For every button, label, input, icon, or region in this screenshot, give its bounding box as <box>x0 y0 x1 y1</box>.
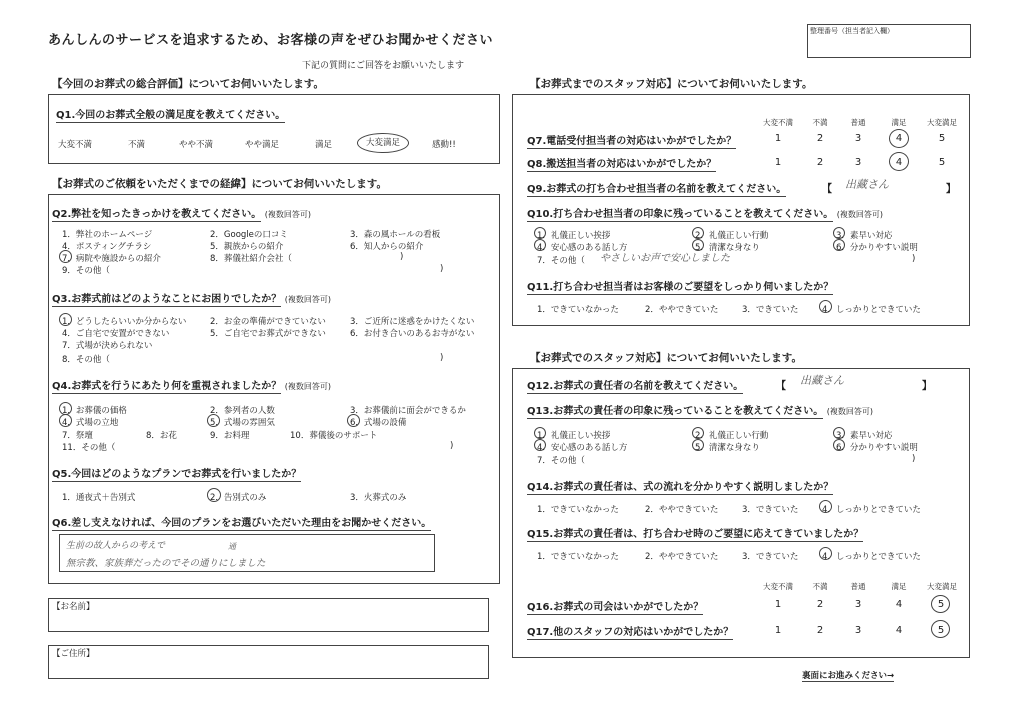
reference-number-box[interactable] <box>807 24 971 58</box>
scale-a-label-3: 普通 <box>850 118 866 127</box>
q10-option-4[interactable]: 4．安心感のある話し方 <box>537 243 628 253</box>
q6-question: Q6.差し支えなければ、今回のプランをお選びいただいた理由をお聞かせください。 <box>52 518 432 529</box>
q1-option-7[interactable]: 感動!! <box>432 140 456 150</box>
q3-option-6[interactable]: 6．お付き合いのあるお寺がない <box>350 329 475 339</box>
q15-option-4[interactable]: 4．しっかりとできていた <box>822 552 921 562</box>
scale-a-label-5: 大変満足 <box>927 118 957 127</box>
q10-note: (複数回答可) <box>836 210 883 219</box>
q7-question: Q7.電話受付担当者の対応はいかがでしたか？ <box>527 136 737 147</box>
page-subtitle: 下記の質問にご回答をお願いいたします <box>302 61 465 71</box>
q16-value-1[interactable]: 1 <box>774 599 782 610</box>
q14-option-2[interactable]: 2．ややできていた <box>645 505 719 515</box>
q17-value-1[interactable]: 1 <box>774 625 782 636</box>
q2-option-2[interactable]: 2．Googleの口コミ <box>210 230 288 240</box>
q12-question: Q12.お葬式の責任者の名前を教えてください。 <box>527 381 744 392</box>
q11-option-2[interactable]: 2．ややできていた <box>645 305 719 315</box>
q15-option-1[interactable]: 1．できていなかった <box>537 552 619 562</box>
q13-option-6[interactable]: 6．分かりやすい説明 <box>836 443 918 453</box>
q10-option-3[interactable]: 3．素早い対応 <box>836 231 893 241</box>
q4-option-8[interactable]: 8．お花 <box>146 431 177 441</box>
q1-option-3[interactable]: やや不満 <box>179 140 214 150</box>
q12-bracket-close: 】 <box>922 381 932 392</box>
section-overall-heading: 【今回のお葬式の総合評価】についてお伺いいたします。 <box>52 78 324 90</box>
q10-question: Q10.打ち合わせ担当者の印象に残っていることを教えてください。 <box>527 209 834 220</box>
q15-option-2[interactable]: 2．ややできていた <box>645 552 719 562</box>
section-pre-staff-heading: 【お葬式までのスタッフ対応】についてお伺いいたします。 <box>530 78 813 90</box>
q4-option-11-close: ) <box>450 441 454 451</box>
section-background-heading: 【お葬式のご依頼をいただくまでの経緯】についてお伺いいたします。 <box>52 178 387 190</box>
scale-b-label-3: 普通 <box>850 582 866 591</box>
q9-bracket-close: 】 <box>946 184 956 195</box>
q7-value-4[interactable]: 4 <box>895 133 903 144</box>
q16-value-3[interactable]: 3 <box>854 599 862 610</box>
address-field[interactable] <box>48 645 489 679</box>
q13-option-5[interactable]: 5．清潔な身なり <box>695 443 760 453</box>
q15-question: Q15.お葬式の責任者は、打ち合わせ時のご要望に応えてきていましたか？ <box>527 529 864 540</box>
q8-value-5[interactable]: 5 <box>938 157 946 168</box>
q10-option-2[interactable]: 2．礼儀正しい行動 <box>695 231 769 241</box>
q6-answer-box[interactable] <box>59 534 435 572</box>
q4-option-7[interactable]: 7．祭壇 <box>62 431 93 441</box>
q4-option-5[interactable]: 5．式場の雰囲気 <box>210 418 275 428</box>
q13-option-1[interactable]: 1．礼儀正しい挨拶 <box>537 431 611 441</box>
q13-option-7-close: ) <box>912 454 916 464</box>
q17-value-5[interactable]: 5 <box>937 625 945 636</box>
page-title: あんしんのサービスを追求するため、お客様の声をぜひお聞かせください <box>48 33 493 48</box>
q4-option-4[interactable]: 4．式場の立地 <box>62 418 119 428</box>
q3-option-7[interactable]: 7．式場が決められない <box>62 341 153 351</box>
q13-option-4[interactable]: 4．安心感のある話し方 <box>537 443 628 453</box>
q5-option-2[interactable]: 2．告別式のみ <box>210 493 267 503</box>
q16-value-2[interactable]: 2 <box>816 599 824 610</box>
q9-answer[interactable]: 出藏さん <box>845 178 889 191</box>
q4-option-10[interactable]: 10．葬儀後のサポート <box>290 431 378 441</box>
q14-question: Q14.お葬式の責任者は、式の流れを分かりやすく説明しましたか？ <box>527 482 834 493</box>
q11-option-3[interactable]: 3．できていた <box>742 305 799 315</box>
q4-note: (複数回答可) <box>284 382 331 391</box>
q14-option-1[interactable]: 1．できていなかった <box>537 505 619 515</box>
q13-note: (複数回答可) <box>826 407 873 416</box>
q6-answer-line1: 生前の故人からの考えで <box>66 541 166 551</box>
scale-b-label-4: 満足 <box>891 582 907 591</box>
q16-value-5[interactable]: 5 <box>937 599 945 610</box>
q17-value-4[interactable]: 4 <box>895 625 903 636</box>
q2-option-4[interactable]: 4．ポスティングチラシ <box>62 242 152 252</box>
q7-value-1[interactable]: 1 <box>774 133 782 144</box>
q2-option-9-close: ) <box>440 264 444 274</box>
q9-question: Q9.お葬式の打ち合わせ担当者の名前を教えてください。 <box>527 184 787 195</box>
q3-option-4[interactable]: 4．ご自宅で安置ができない <box>62 329 170 339</box>
q12-answer[interactable]: 出藏さん <box>800 374 844 387</box>
q4-option-2[interactable]: 2．参列者の人数 <box>210 406 275 416</box>
q17-value-3[interactable]: 3 <box>854 625 862 636</box>
q12-bracket-open: 【 <box>776 381 786 392</box>
q3-option-5[interactable]: 5．ご自宅でお葬式ができない <box>210 329 326 339</box>
q4-question: Q4.お葬式を行うにあたり何を重視されましたか？ <box>52 381 282 392</box>
q2-option-3[interactable]: 3．森の風ホールの看板 <box>350 230 441 240</box>
q2-option-9[interactable]: 9．その他（ <box>62 266 110 276</box>
q8-value-4[interactable]: 4 <box>895 157 903 168</box>
scale-a-label-4: 満足 <box>891 118 907 127</box>
q9-bracket-open: 【 <box>822 184 832 195</box>
q10-option-5[interactable]: 5．清潔な身なり <box>695 243 760 253</box>
q1-option-4[interactable]: やや満足 <box>245 140 280 150</box>
q13-option-7[interactable]: 7．その他（ <box>537 456 585 466</box>
q2-option-7[interactable]: 7．病院や施設からの紹介 <box>62 254 161 264</box>
q11-question: Q11.打ち合わせ担当者はお客様のご要望をしっかり伺いましたか？ <box>527 282 834 293</box>
q13-option-2[interactable]: 2．礼儀正しい行動 <box>695 431 769 441</box>
q8-value-3[interactable]: 3 <box>854 157 862 168</box>
q2-option-8[interactable]: 8．葬儀社紹介会社（ <box>210 254 292 264</box>
name-label: 【お名前】 <box>52 602 95 612</box>
q1-question: Q1.今回のお葬式全般の満足度を教えてください。 <box>56 110 286 121</box>
q1-option-2[interactable]: 不満 <box>128 140 146 150</box>
q5-option-1[interactable]: 1．通夜式＋告別式 <box>62 493 136 503</box>
address-label: 【ご住所】 <box>52 649 95 659</box>
q8-question: Q8.搬送担当者の対応はいかがでしたか？ <box>527 159 717 170</box>
q16-question: Q16.お葬式の司会はいかがでしたか？ <box>527 602 704 613</box>
q5-option-3[interactable]: 3．火葬式のみ <box>350 493 407 503</box>
q10-option-1[interactable]: 1．礼儀正しい挨拶 <box>537 231 611 241</box>
q8-value-2[interactable]: 2 <box>816 157 824 168</box>
q1-option-6[interactable]: 大変満足 <box>357 133 409 153</box>
q2-option-8-close: ) <box>400 252 404 262</box>
scale-b-label-5: 大変満足 <box>927 582 957 591</box>
section-funeral-staff-heading: 【お葬式でのスタッフ対応】についてお伺いいたします。 <box>530 352 802 364</box>
q10-option-6[interactable]: 6．分かりやすい説明 <box>836 243 918 253</box>
q2-question: Q2.弊社を知ったきっかけを教えてください。 <box>52 209 262 220</box>
q6-answer-insert: 通 <box>228 542 236 551</box>
scale-b-label-2: 不満 <box>812 582 828 591</box>
scale-a-label-2: 不満 <box>812 118 828 127</box>
q7-value-5[interactable]: 5 <box>938 133 946 144</box>
q6-answer-line2: 無宗教、家族葬だったのでその通りにしました <box>66 558 266 569</box>
q2-option-5[interactable]: 5．親族からの紹介 <box>210 242 284 252</box>
q4-option-3[interactable]: 3．お葬儀前に面会ができるか <box>350 406 466 416</box>
q3-option-1[interactable]: 1．どうしたらいいか分からない <box>62 317 187 327</box>
q2-note: (複数回答可) <box>264 210 311 219</box>
q10-option-7-close: ) <box>912 254 916 264</box>
section-overall-box <box>48 94 500 164</box>
q4-option-6[interactable]: 6．式場の設備 <box>350 418 407 428</box>
q1-option-5[interactable]: 満足 <box>315 140 333 150</box>
q17-value-2[interactable]: 2 <box>816 625 824 636</box>
q11-option-1[interactable]: 1．できていなかった <box>537 305 619 315</box>
q16-value-4[interactable]: 4 <box>895 599 903 610</box>
q10-option-7[interactable]: 7．その他（ <box>537 256 585 266</box>
q2-option-6[interactable]: 6．知人からの紹介 <box>350 242 424 252</box>
q4-option-9[interactable]: 9．お料理 <box>210 431 250 441</box>
q7-value-2[interactable]: 2 <box>816 133 824 144</box>
next-page-link[interactable]: 裏面にお進みください→ <box>802 671 895 681</box>
q14-option-3[interactable]: 3．できていた <box>742 505 799 515</box>
q17-question: Q17.他のスタッフの対応はいかがでしたか？ <box>527 627 734 638</box>
q4-option-1[interactable]: 1．お葬儀の価格 <box>62 406 127 416</box>
scale-a-label-1: 大変不満 <box>763 118 793 127</box>
q3-option-8-close: ) <box>440 353 444 363</box>
q2-option-1[interactable]: 1．弊社のホームページ <box>62 230 153 240</box>
q10-other-answer[interactable]: やさしいお声で安心しました <box>600 253 730 264</box>
q7-value-3[interactable]: 3 <box>854 133 862 144</box>
q14-option-4[interactable]: 4．しっかりとできていた <box>822 505 921 515</box>
q3-option-3[interactable]: 3．ご近所に迷惑をかけたくない <box>350 317 475 327</box>
q13-option-3[interactable]: 3．素早い対応 <box>836 431 893 441</box>
q3-note: (複数回答可) <box>284 295 331 304</box>
scale-b-label-1: 大変不満 <box>763 582 793 591</box>
q4-option-11[interactable]: 11．その他（ <box>62 443 116 453</box>
q15-option-3[interactable]: 3．できていた <box>742 552 799 562</box>
q13-question: Q13.お葬式の責任者の印象に残っていることを教えてください。 <box>527 406 824 417</box>
q3-option-2[interactable]: 2．お金の準備ができていない <box>210 317 326 327</box>
q3-option-8[interactable]: 8．その他（ <box>62 355 110 365</box>
q8-value-1[interactable]: 1 <box>774 157 782 168</box>
reference-number-label: 整理番号（担当者記入欄） <box>810 27 894 35</box>
q5-question: Q5.今回はどのようなプランでお葬式を行いましたか？ <box>52 469 302 480</box>
q1-option-1[interactable]: 大変不満 <box>58 140 93 150</box>
q3-question: Q3.お葬式前はどのようなことにお困りでしたか？ <box>52 294 282 305</box>
name-field[interactable] <box>48 598 489 632</box>
q11-option-4[interactable]: 4．しっかりとできていた <box>822 305 921 315</box>
